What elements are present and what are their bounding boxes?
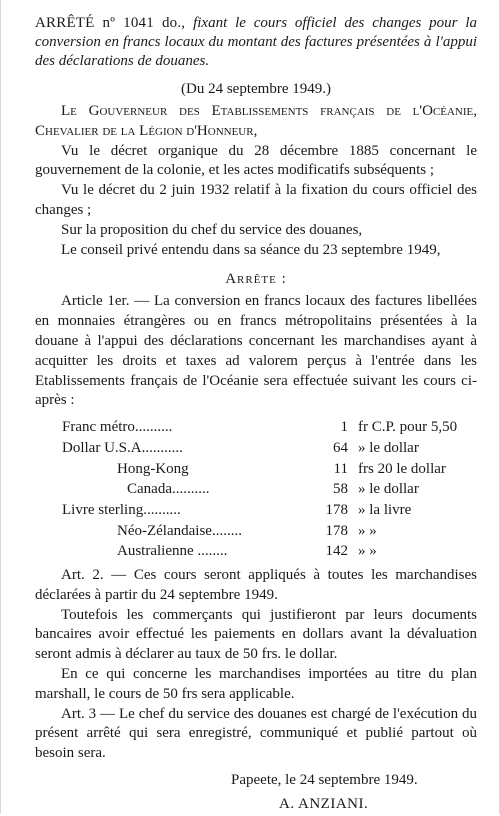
rate-row [35,500,477,521]
rate-value: 64 [333,439,348,456]
rate-row [35,438,477,459]
rate-note: fr C.P. pour 5,50 [358,419,458,436]
visa-3: Sur la proposition du chef du service des douanes, [61,221,363,238]
visa-1: Vu le décret organique du 28 décembre 1885 concernant le gouvernement de la colonie, et les actes modificatifs subséquents ; [35,142,477,179]
rate-row [35,541,477,562]
rate-value: 142 [325,543,348,560]
visa-4: Le conseil privé entendu dans sa séance du 23 septembre 1949, [61,241,441,258]
rate-value: 11 [333,460,348,477]
governor-line: Le Gouverneur des Etablissements français de l'Océanie, Chevalier de la Légion d'Honneur, [35,103,477,139]
rate-label: Canada.......... [127,481,210,498]
rate-label: Hong-Kong [117,460,189,477]
rate-note: » » [358,543,377,560]
rate-row [35,417,477,438]
rate-label: Australienne ........ [117,543,228,560]
article-3-label: Art. 3 — [61,705,116,722]
rate-note: frs 20 le dollar [358,460,446,477]
signature-name: A. ANZIANI. [279,795,369,812]
article-1-text: La conversion en francs locaux des factures libellées en monnaies étrangères ou en francs métropolitains présentées à la douane à l'appui des déclarations concernant les marchandises ayant à acquitter les droits et taxes ad valorem perçus à l'entrée dans les Etablissements français de l'Océanie sera effectuée suivant les cours ci-après : [35,293,477,409]
rate-value: 178 [325,522,348,539]
article-1-label: Article 1er. — [61,293,150,310]
rate-label: Franc métro.......... [62,419,173,436]
rate-label: Néo-Zélandaise........ [117,522,242,539]
article-3 [35,705,477,764]
visa-2: Vu le décret du 2 juin 1932 relatif à la fixation du cours officiel des changes ; [35,182,477,218]
rate-value: 1 [340,419,348,436]
signature-place-date: Papeete, le 24 septembre 1949. [231,771,418,788]
rate-row [35,479,477,500]
rate-row [35,521,477,542]
article-3-text: Le chef du service des douanes est chargé de l'exécution du présent arrêté qui sera enregistré, communiqué et publié partout où besoin sera. [35,705,478,762]
rate-value: 178 [325,501,348,518]
decree-heading [35,14,477,71]
article-2-text: Ces cours seront appliqués à toutes les marchandises déclarées à partir du 24 septembre 1949. [35,566,478,603]
rate-note: » la livre [358,501,412,518]
arrete-title: Arrête : [225,271,287,288]
article-2 [35,566,477,606]
rate-note: » le dollar [358,481,419,498]
rates-table [35,417,477,562]
article-2-label: Art. 2. — [61,566,127,583]
rate-label: Livre sterling.......... [62,501,181,518]
decree-title: fixant le cours officiel des changes pour la conversion en francs locaux du montant des factures présentées à l'appui des déclarations de douanes. [35,15,478,69]
decree-date: (Du 24 septembre 1949.) [181,81,331,97]
rate-value: 58 [333,481,348,498]
rate-note: » » [358,522,377,539]
article-1 [35,292,477,411]
article-2-para-2: Toutefois les commerçants qui justifieront par leurs documents bancaires avoir effectué les paiements en dollars avant la dévaluation seront admis à déclarer au taux de 50 frs. le dollar. [35,606,477,663]
decree-number: ARRÊTÉ nº 1041 do., [35,15,186,31]
rate-label: Dollar U.S.A........... [62,439,183,456]
article-2-para-3: En ce qui concerne les marchandises importées au titre du plan marshall, le cours de 50 frs sera applicable. [35,665,477,702]
rate-row [35,459,477,480]
rate-note: » le dollar [358,439,419,456]
